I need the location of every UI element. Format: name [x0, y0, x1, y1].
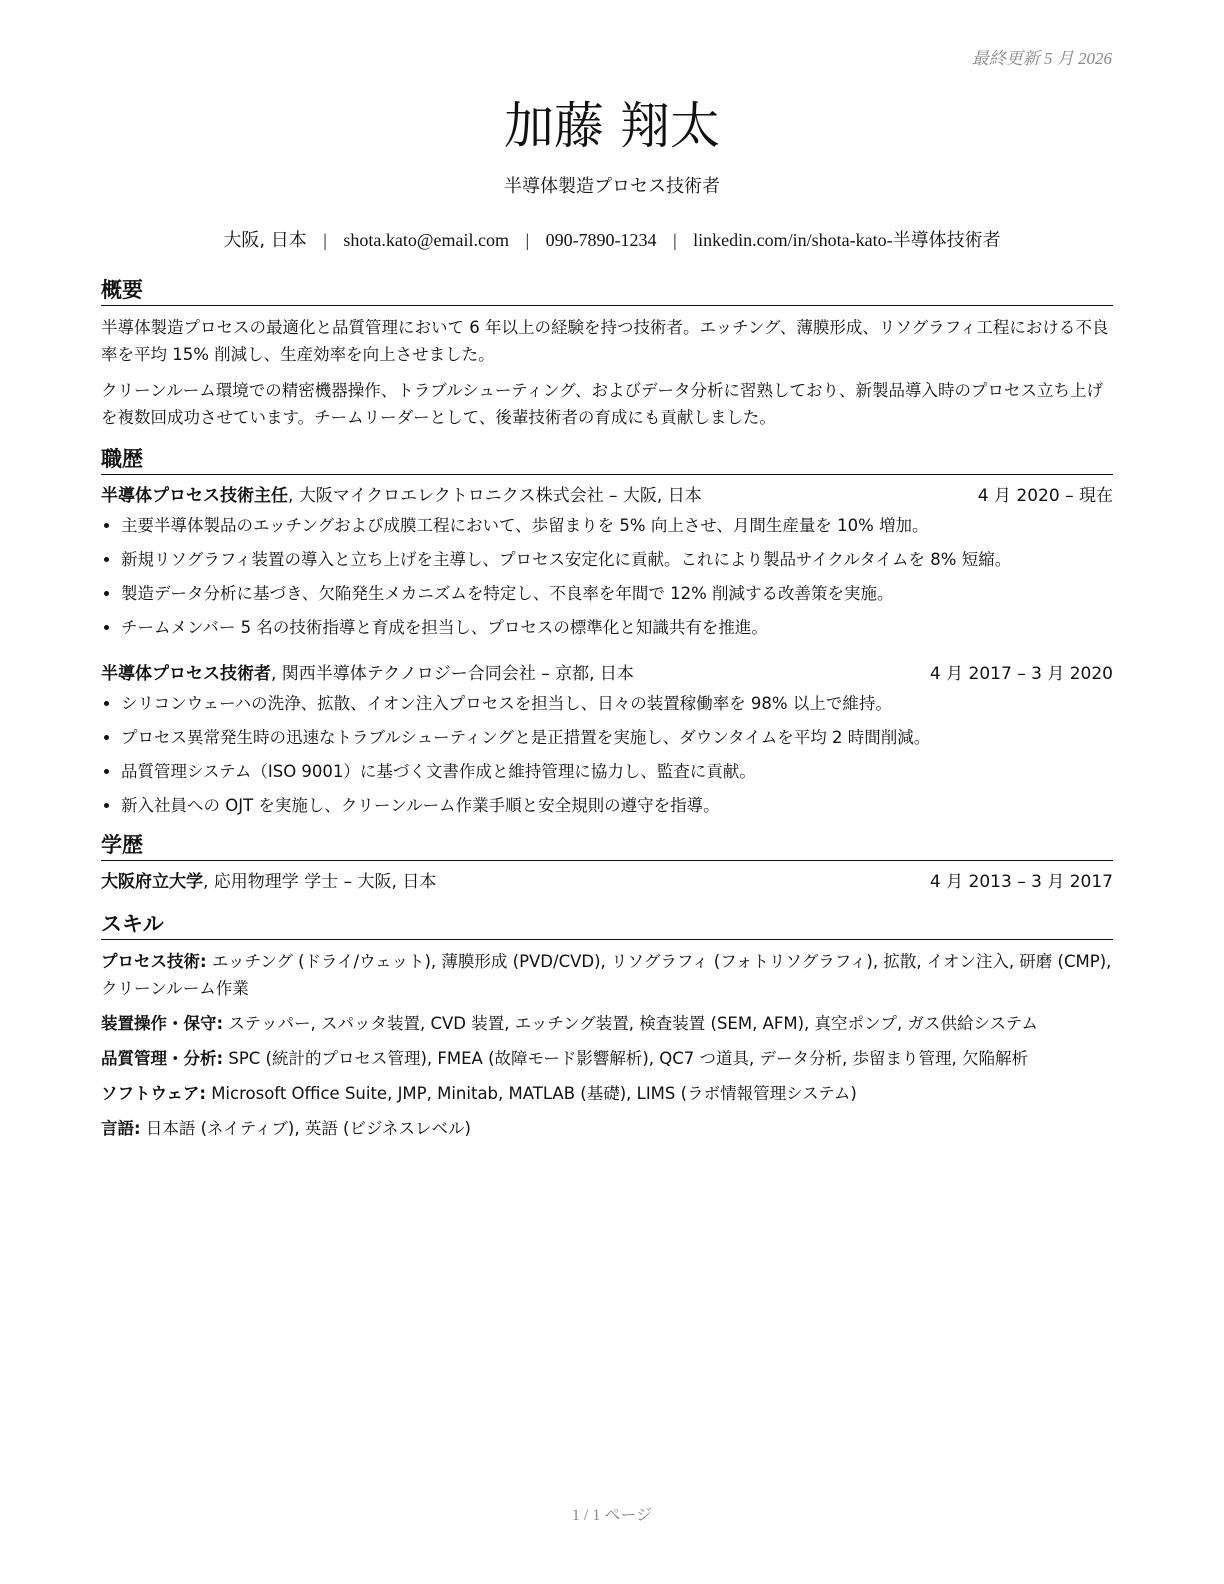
job-bullets [101, 690, 1113, 819]
job-bullets [101, 512, 1113, 641]
skill-row [101, 948, 1113, 1002]
summary-paragraph: 半導体製造プロセスの最適化と品質管理において 6 年以上の経験を持つ技術者。エッチング、薄膜形成、リソグラフィ工程における不良率を平均 15% 削減し、生産効率を向上させました。 [101, 318, 1109, 364]
job-dates: 4 月 2020 – 現在 [977, 486, 1113, 506]
education-entry [101, 869, 1113, 896]
summary-paragraph: クリーンルーム環境での精密機器操作、トラブルシューティング、およびデータ分析に習熟しており、新製品導入時のプロセス立ち上げを複数回成功させています。チームリーダーとして、後輩技術者の育成にも貢献しました。 [101, 381, 1104, 427]
section-heading-summary: 概要 [101, 276, 1113, 306]
skill-row [101, 1010, 1113, 1037]
job-header [101, 483, 1113, 510]
contact-separator: | [525, 230, 530, 250]
contact-separator: | [673, 230, 677, 250]
resume-content [101, 276, 1113, 1150]
section-heading-experience: 職歴 [101, 445, 1113, 475]
candidate-title: 半導体製造プロセス技術者 [504, 176, 720, 197]
candidate-name: 加藤 翔太 [504, 97, 720, 155]
education-school-degree [101, 869, 436, 896]
job-bullet: • 主要半導体製品のエッチングおよび成膜工程において、歩留まりを 5% 向上させ、月間生産量を 10% 増加。 [121, 512, 1113, 539]
job-bullet: • 品質管理システム（ISO 9001）に基づく文書作成と維持管理に協力し、監査に貢献。 [121, 758, 1113, 785]
page-number: 1 / 1 ページ [571, 1507, 653, 1524]
skill-value: エッチング (ドライ/ウェット), 薄膜形成 (PVD/CVD), リソグラフィ (フォトリソグラフィ), 拡散, イオン注入, 研磨 (CMP), クリーンルーム作業 [101, 952, 1112, 998]
contact-email[interactable]: shota.kato@email.com [343, 230, 509, 250]
education-degree: , 応用物理学 学士 – 大阪, 日本 [203, 872, 437, 892]
job-bullet: • 製造データ分析に基づき、欠陥発生メカニズムを特定し、不良率を年間で 12% 削減する改善策を実施。 [121, 580, 1113, 607]
contact-phone[interactable]: 090-7890-1234 [545, 230, 657, 250]
skill-value: SPC (統計的プロセス管理), FMEA (故障モード影響解析), QC7 つ道具, データ分析, 歩留まり管理, 欠陥解析 [223, 1049, 1029, 1068]
job-bullet: • プロセス異常発生時の迅速なトラブルシューティングと是正措置を実施し、ダウンタイムを平均 2 時間削減。 [121, 724, 1113, 751]
job-role-company [101, 483, 702, 510]
education-school: 大阪府立大学 [101, 872, 203, 892]
skill-label: ソフトウェア: [101, 1084, 206, 1103]
contact-separator: | [323, 230, 327, 250]
job-bullet: • 新規リソグラフィ装置の導入と立ち上げを主導し、プロセス安定化に貢献。これにより製品サイクルタイムを 8% 短縮。 [121, 546, 1113, 573]
job-bullet: • シリコンウェーハの洗浄、拡散、イオン注入プロセスを担当し、日々の装置稼働率を 98% 以上で維持。 [121, 690, 1113, 717]
education-dates: 4 月 2013 – 3 月 2017 [929, 872, 1113, 892]
section-heading-skills: スキル [101, 910, 1113, 940]
last-updated: 最終更新 5 月 2026 [971, 49, 1112, 68]
skill-value: 日本語 (ネイティブ), 英語 (ビジネスレベル) [140, 1119, 471, 1138]
job-dates: 4 月 2017 – 3 月 2020 [929, 664, 1113, 684]
skill-value: Microsoft Office Suite, JMP, Minitab, MATLAB (基礎), LIMS (ラボ情報管理システム) [205, 1084, 857, 1103]
job-bullet: • チームメンバー 5 名の技術指導と育成を担当し、プロセスの標準化と知識共有を推進。 [121, 614, 1113, 641]
contact-location: 大阪, 日本 [223, 230, 307, 251]
job-role: 半導体プロセス技術者 [101, 664, 271, 684]
skill-row [101, 1115, 1113, 1142]
skill-label: プロセス技術: [101, 952, 207, 971]
skill-row [101, 1080, 1113, 1107]
skill-label: 言語: [101, 1119, 141, 1138]
job-company: , 関西半導体テクノロジー合同会社 – 京都, 日本 [271, 664, 634, 684]
job-role: 半導体プロセス技術主任 [101, 486, 288, 506]
skill-value: ステッパー, スパッタ装置, CVD 装置, エッチング装置, 検査装置 (SEM, AFM), 真空ポンプ, ガス供給システム [223, 1014, 1038, 1033]
job-company: , 大阪マイクロエレクトロニクス株式会社 – 大阪, 日本 [288, 486, 702, 506]
contact-linkedin[interactable]: linkedin.com/in/shota-kato-半導体技術者 [693, 230, 1001, 250]
contact-line [0, 226, 1224, 252]
job-bullet: • 新入社員への OJT を実施し、クリーンルーム作業手順と安全規則の遵守を指導。 [121, 792, 1113, 819]
job-role-company [101, 661, 634, 688]
section-heading-education: 学歴 [101, 831, 1113, 861]
skill-row [101, 1045, 1113, 1072]
skill-label: 品質管理・分析: [101, 1049, 224, 1068]
skill-label: 装置操作・保守: [101, 1014, 224, 1033]
job-header [101, 661, 1113, 688]
